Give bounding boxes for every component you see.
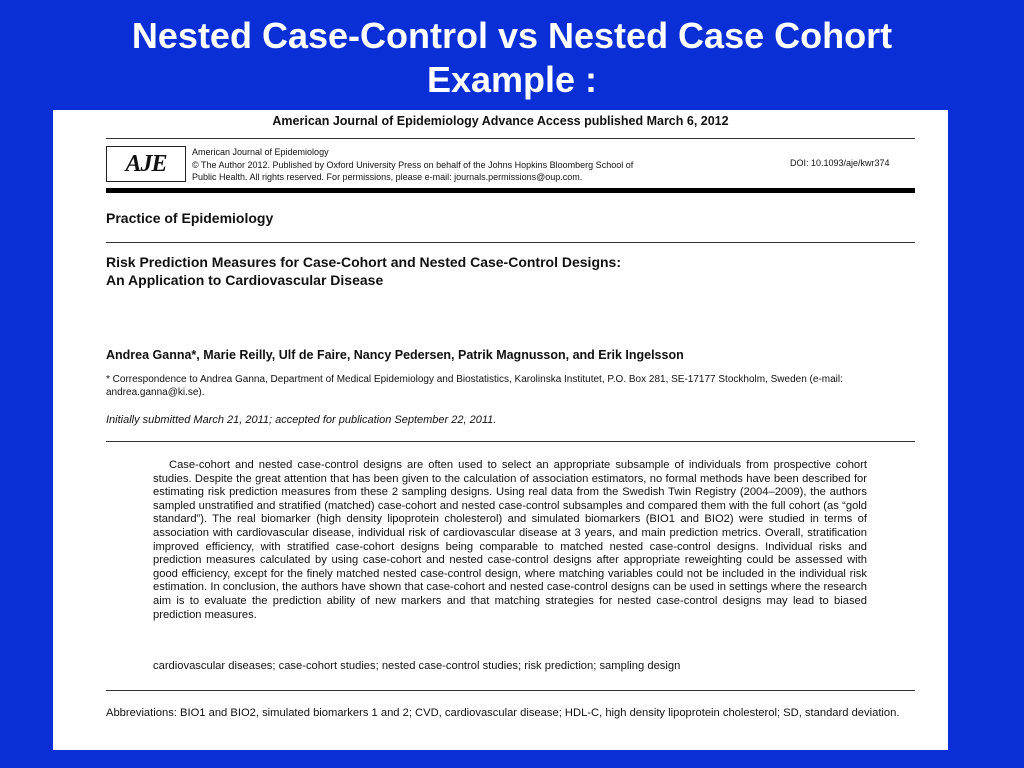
- divider: [106, 690, 915, 691]
- thick-divider: [106, 188, 915, 193]
- slide-title: [0, 14, 1024, 102]
- pubinfo-line-2: © The Author 2012. Published by Oxford University Press on behalf of the Johns Hopkins Bloomberg School of: [192, 159, 634, 170]
- paper-title: [106, 253, 621, 289]
- paper-title-line-2: An Application to Cardiovascular Disease: [106, 272, 384, 288]
- pubinfo-line-1: American Journal of Epidemiology: [192, 147, 329, 157]
- keywords: cardiovascular diseases; case-cohort studies; nested case-control studies; risk prediction; sampling design: [153, 660, 681, 672]
- submission-dates: Initially submitted March 21, 2011; accepted for publication September 22, 2011.: [106, 414, 497, 426]
- divider: [106, 242, 915, 243]
- pubinfo-line-3: Public Health. All rights reserved. For permissions, please e-mail: journals.permissions@oup.com.: [192, 172, 583, 182]
- slide-title-line-1: Nested Case-Control vs Nested Case Cohort: [131, 15, 893, 56]
- section-label: Practice of Epidemiology: [106, 210, 274, 226]
- abbreviations: Abbreviations: BIO1 and BIO2, simulated biomarkers 1 and 2; CVD, cardiovascular disease; HDL-C, high density lipoprotein cholesterol; SD, standard deviation.: [106, 707, 900, 719]
- paper-image: [53, 110, 948, 750]
- authors: Andrea Ganna*, Marie Reilly, Ulf de Faire, Nancy Pedersen, Patrik Magnusson, and Erik Ingelsson: [106, 348, 684, 362]
- publication-info: [192, 146, 752, 184]
- journal-header: American Journal of Epidemiology Advance Access published March 6, 2012: [272, 114, 729, 128]
- paper-title-line-1: Risk Prediction Measures for Case-Cohort and Nested Case-Control Designs:: [106, 254, 621, 270]
- correspondence: * Correspondence to Andrea Ganna, Department of Medical Epidemiology and Biostatistics, Karolinska Institutet, P.O. Box 281, SE-17177 Stockholm, Sweden (e-mail: andrea.ganna@ki.se).: [106, 374, 843, 398]
- doi: DOI: 10.1093/aje/kwr374: [790, 158, 890, 168]
- slide-title-line-2: Example :: [426, 59, 598, 100]
- abstract: Case-cohort and nested case-control designs are often used to select an appropriate subsample of individuals from prospective cohort studies. Despite the great attention that has been given to the calculation of association estimators, no formal methods have been described for estimating risk prediction measures from these 2 sampling designs. Using real data from the Swedish Twin Registry (2004–2009), the authors sampled unstratified and stratified (matched) case-cohort and nested case-control subsamples and compared them with the full cohort (as “gold standard”). The real biomarker (high density lipoprotein cholesterol) and simulated biomarkers (BIO1 and BIO2) were studied in terms of association with cardiovascular disease, individual risk of cardiovascular disease at 3 years, and main prediction metrics. Overall, stratification improved efficiency, with stratified case-cohort designs being comparable to matched nested case-control designs. Individual risks and prediction measures calculated by using case-cohort and nested case-control designs after appropriate reweighting could be assessed with good efficiency, except for the finely matched nested case-control design, where matching variables could not be included in the individual risk estimation. In conclusion, the authors have shown that case-cohort and nested case-control designs can be used in settings where the research aim is to evaluate the prediction ability of new markers and that matching strategies for nested case-control designs may lead to biased prediction measures.: [153, 459, 867, 621]
- aje-logo: AJE: [106, 146, 186, 182]
- divider: [106, 138, 915, 139]
- divider: [106, 441, 915, 442]
